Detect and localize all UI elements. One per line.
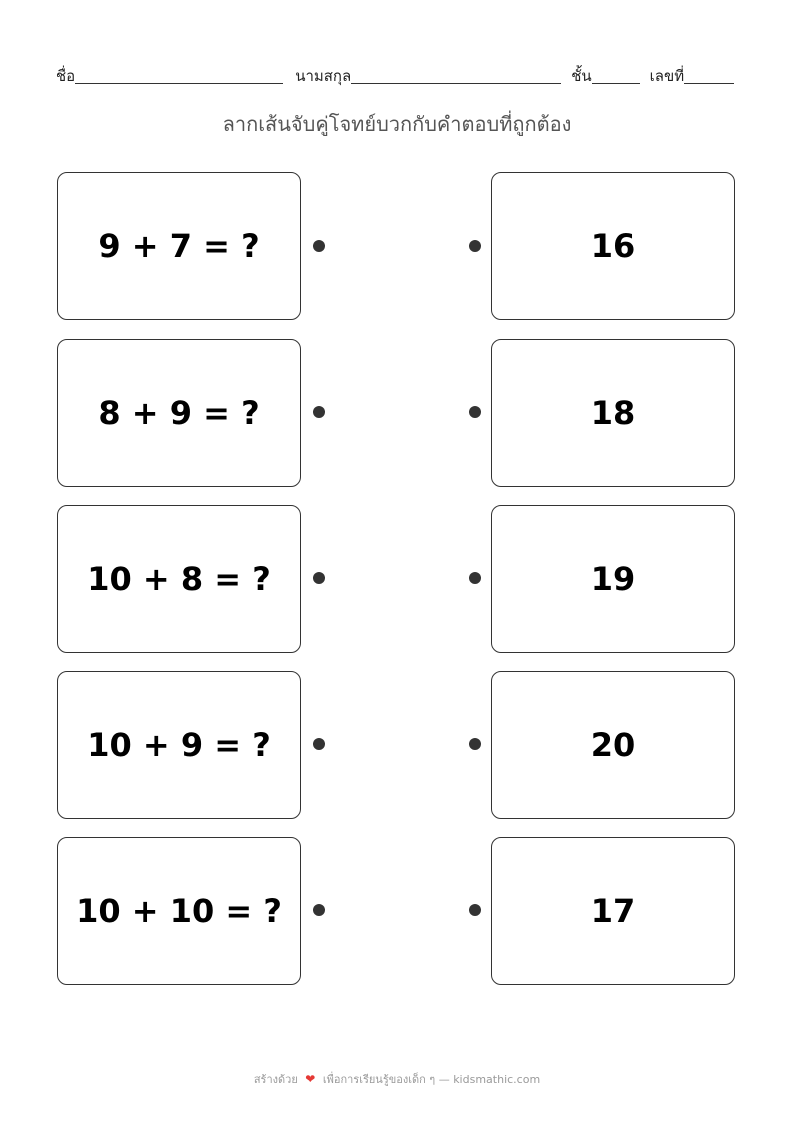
answer-connector-dot[interactable]: [469, 738, 481, 750]
problem-connector-dot[interactable]: [313, 406, 325, 418]
problem-connector-dot[interactable]: [313, 572, 325, 584]
surname-blank[interactable]: [351, 83, 561, 84]
class-label: ชั้น: [571, 67, 592, 85]
answer-card[interactable]: 20: [491, 671, 735, 819]
answer-connector-dot[interactable]: [469, 406, 481, 418]
student-info-line: [56, 64, 748, 88]
answer-card[interactable]: 17: [491, 837, 735, 985]
answer-card[interactable]: 16: [491, 172, 735, 320]
problem-card[interactable]: 10 + 9 = ?: [57, 671, 301, 819]
problem-connector-dot[interactable]: [313, 738, 325, 750]
problem-card[interactable]: 10 + 10 = ?: [57, 837, 301, 985]
worksheet-title: ลากเส้นจับคู่โจทย์บวกกับคำตอบที่ถูกต้อง: [222, 112, 572, 136]
problem-connector-dot[interactable]: [313, 240, 325, 252]
answer-connector-dot[interactable]: [469, 572, 481, 584]
footer-text-before: สร้างด้วย: [253, 1073, 298, 1086]
class-blank[interactable]: [592, 83, 640, 84]
surname-label: นามสกุล: [295, 67, 352, 85]
number-label: เลขที่: [649, 67, 685, 85]
heart-icon: ❤: [305, 1072, 316, 1086]
name-label: ชื่อ: [56, 67, 76, 85]
footer-text-after: เพื่อการเรียนรู้ของเด็ก ๆ — kidsmathic.com: [322, 1073, 541, 1086]
problem-card[interactable]: 8 + 9 = ?: [57, 339, 301, 487]
number-blank[interactable]: [684, 83, 734, 84]
problem-connector-dot[interactable]: [313, 904, 325, 916]
answer-card[interactable]: 19: [491, 505, 735, 653]
answer-card[interactable]: 18: [491, 339, 735, 487]
answer-connector-dot[interactable]: [469, 240, 481, 252]
problem-card[interactable]: 9 + 7 = ?: [57, 172, 301, 320]
name-blank[interactable]: [75, 83, 283, 84]
answer-connector-dot[interactable]: [469, 904, 481, 916]
footer: [0, 1070, 794, 1088]
problem-card[interactable]: 10 + 8 = ?: [57, 505, 301, 653]
